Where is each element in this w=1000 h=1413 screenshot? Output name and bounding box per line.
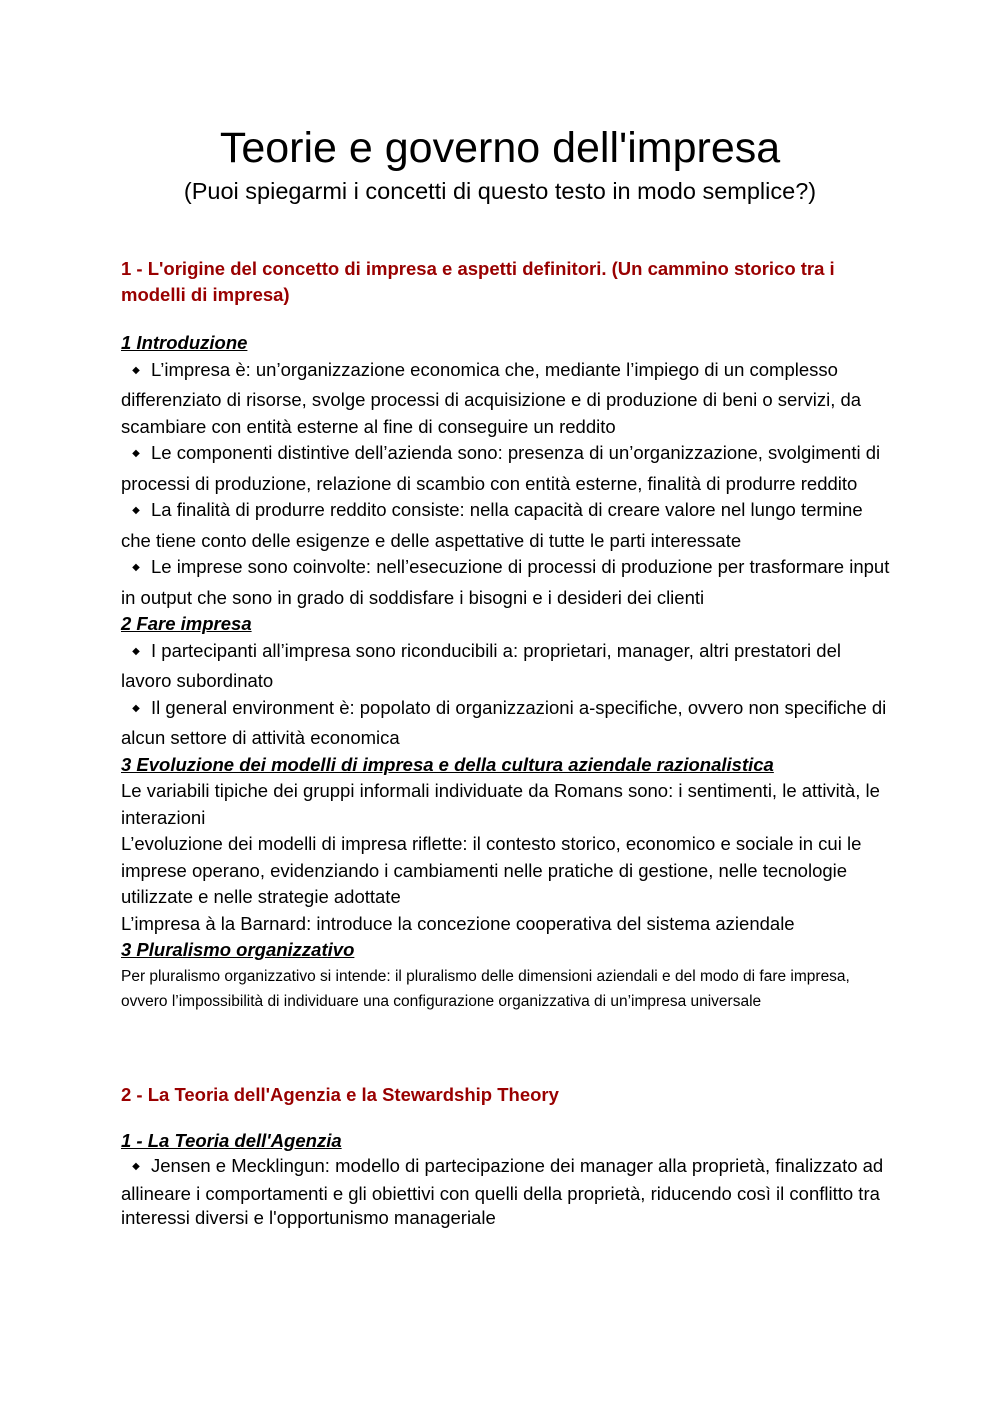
diamond-bullet-icon: ◆	[132, 364, 140, 376]
document-subtitle: (Puoi spiegarmi i concetti di questo testo in modo semplice?)	[183, 178, 817, 204]
section-1-sub-4-heading: 3 Pluralismo organizzativo	[121, 939, 355, 960]
diamond-bullet-icon: ◆	[132, 448, 140, 459]
diamond-bullet-icon: ◆	[132, 505, 140, 516]
bullet-item	[121, 440, 891, 497]
bullet-item	[121, 497, 891, 554]
bullet-text: Le componenti distintive dell’azienda sono: presenza di un’organizzazione, svolgimenti di processi di produzione, relazione di scambio con entità esterne, finalità di produrre reddito	[121, 442, 881, 494]
bullet-item	[121, 695, 891, 752]
bullet-text: Il general environment è: popolato di organizzazioni a-specifiche, ovvero non specifiche di alcun settore di attività economica	[121, 696, 887, 748]
paragraph: Le variabili tipiche dei gruppi informali individuate da Romans sono: i sentimenti, le attività, le interazioni	[121, 780, 880, 828]
diamond-bullet-icon: ◆	[132, 562, 140, 573]
section-1-heading: 1 - L'origine del concetto di impresa e aspetti definitori. (Un cammino storico tra i modelli di impresa)	[121, 258, 835, 305]
bullet-text: L’impresa è: un’organizzazione economica che, mediante l’impiego di un complesso differenziato di risorse, svolge processi di acquisizione e di produzione di beni o servizi, da scambiare con entità esterne al fine di conseguire un reddito	[121, 358, 862, 437]
bullet-text: La finalità di produrre reddito consiste: nella capacità di creare valore nel lungo termine che tiene conto delle esigenze e delle aspettative di tutte le parti interessate	[121, 499, 863, 551]
bullet-item	[121, 554, 891, 611]
bullet-text: Le imprese sono coinvolte: nell’esecuzione di processi di produzione per trasformare input in output che sono in grado di soddisfare i bisogni e i desideri dei clienti	[121, 556, 890, 608]
document-content	[121, 256, 891, 1230]
section-1-sub-1-heading: 1 Introduzione	[121, 332, 248, 353]
section-1-sub-2-heading: 2 Fare impresa	[121, 613, 252, 634]
paragraph: L’evoluzione dei modelli di impresa riflette: il contesto storico, economico e sociale in cui le imprese operano, evidenziando i cambiamenti nelle pratiche di gestione, nelle tecnologie utilizzate e nelle strategie adottate	[121, 833, 862, 907]
section-2-sub-1-heading: 1 - La Teoria dell'Agenzia	[121, 1129, 342, 1151]
diamond-bullet-icon: ◆	[132, 1161, 140, 1172]
bullet-item	[121, 357, 891, 441]
paragraph: L’impresa à la Barnard: introduce la concezione cooperativa del sistema aziendale	[121, 912, 795, 934]
section-2-heading: 2 - La Teoria dell'Agenzia e la Stewardship Theory	[121, 1083, 559, 1105]
bullet-item	[121, 1154, 891, 1230]
document-title: Teorie e governo dell'impresa	[219, 124, 781, 172]
bullet-text: I partecipanti all’impresa sono riconducibili a: proprietari, manager, altri prestatori del lavoro subordinato	[121, 639, 841, 691]
bullet-item	[121, 638, 891, 695]
diamond-bullet-icon: ◆	[132, 702, 140, 714]
diamond-bullet-icon: ◆	[132, 645, 140, 657]
paragraph: Per pluralismo organizzativo si intende: il pluralismo delle dimensioni aziendali e del modo di fare impresa, ovvero l’impossibilità di individuare una configurazione organizzativa di un’impresa universale	[121, 967, 850, 1010]
section-1-sub-3-heading: 3 Evoluzione dei modelli di impresa e della cultura aziendale razionalistica	[121, 753, 774, 775]
bullet-text: Jensen e Mecklingun: modello di partecipazione dei manager alla proprietà, finalizzato ad allineare i comportamenti e gli obiettivi con quelli della proprietà, riducendo così il conflitto tra interessi diversi e l'opportunismo manageriale	[121, 1155, 884, 1228]
